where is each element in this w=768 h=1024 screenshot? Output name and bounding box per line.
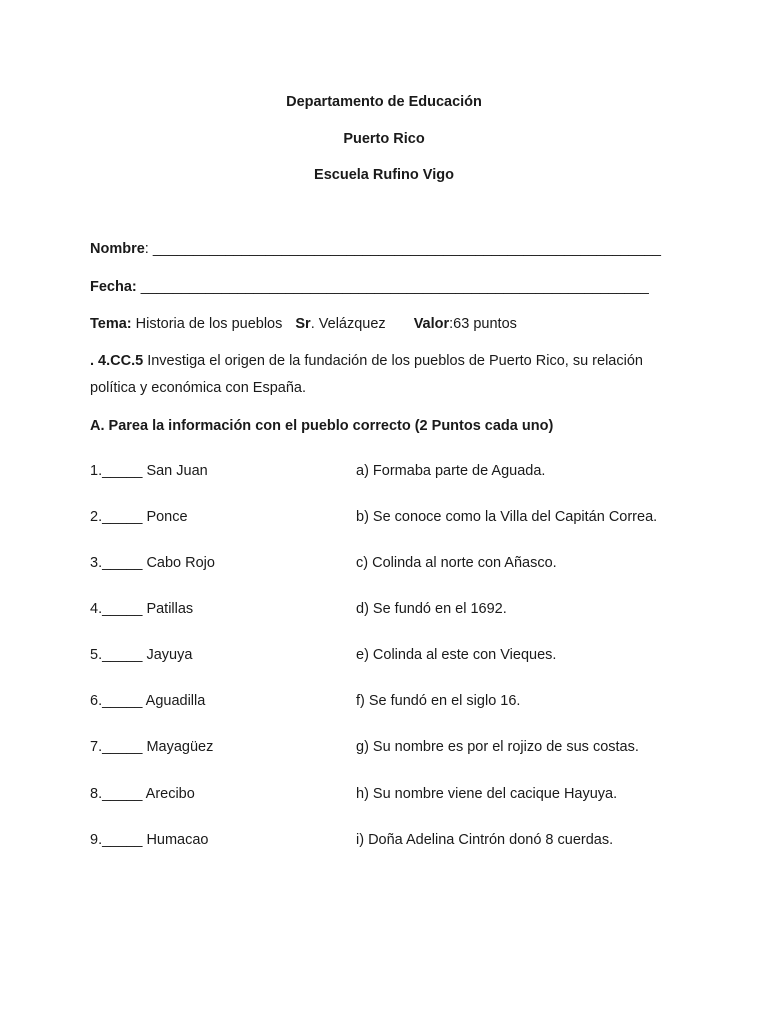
match-row bbox=[0, 693, 768, 713]
clue-item: g) Su nombre es por el rojizo de sus costas. bbox=[356, 739, 639, 755]
clue-item: c) Colinda al norte con Añasco. bbox=[356, 555, 557, 571]
name-line: : _______________________________________________________________ bbox=[144, 241, 661, 257]
match-row bbox=[0, 786, 768, 806]
name-label: Nombre bbox=[90, 241, 145, 257]
match-row bbox=[0, 555, 768, 575]
topic-label: Tema: bbox=[90, 316, 132, 332]
town-item: 8._____ Arecibo bbox=[90, 786, 195, 802]
topic-line bbox=[90, 316, 517, 332]
match-row bbox=[0, 647, 768, 667]
town-item: 9._____ Humacao bbox=[90, 832, 209, 848]
section-a-title: A. Parea la información con el pueblo correcto (2 Puntos cada uno) bbox=[90, 418, 554, 434]
standard-text-1: Investiga el origen de la fundación de los pueblos de Puerto Rico, su relación bbox=[143, 353, 643, 369]
clue-item: d) Se fundó en el 1692. bbox=[356, 601, 507, 617]
clue-item: f) Se fundó en el siglo 16. bbox=[356, 693, 521, 709]
teacher-label: Sr bbox=[295, 316, 311, 332]
clue-item: i) Doña Adelina Cintrón donó 8 cuerdas. bbox=[356, 832, 614, 848]
standard-code: . 4.CC.5 bbox=[90, 353, 144, 369]
region-title: Puerto Rico bbox=[343, 131, 425, 147]
town-item: 1._____ San Juan bbox=[90, 463, 208, 479]
clue-item: h) Su nombre viene del cacique Hayuya. bbox=[356, 786, 618, 802]
match-row bbox=[0, 832, 768, 852]
points-value: :63 puntos bbox=[449, 316, 517, 332]
date-line: _______________________________________________________________ bbox=[136, 279, 649, 295]
teacher-value: . Velázquez bbox=[310, 316, 386, 332]
match-row bbox=[0, 739, 768, 759]
standard-text-2: política y económica con España. bbox=[90, 380, 307, 396]
town-item: 5._____ Jayuya bbox=[90, 647, 193, 663]
match-row bbox=[0, 509, 768, 529]
clue-item: a) Formaba parte de Aguada. bbox=[356, 463, 546, 479]
town-item: 2._____ Ponce bbox=[90, 509, 188, 525]
date-field bbox=[90, 279, 649, 295]
town-item: 6._____ Aguadilla bbox=[90, 693, 206, 709]
match-row bbox=[0, 463, 768, 483]
match-row bbox=[0, 601, 768, 621]
standard-line-1 bbox=[90, 353, 643, 369]
school-title: Escuela Rufino Vigo bbox=[314, 167, 454, 183]
town-item: 7._____ Mayagüez bbox=[90, 739, 214, 755]
clue-item: e) Colinda al este con Vieques. bbox=[356, 647, 557, 663]
date-label: Fecha: bbox=[90, 279, 137, 295]
town-item: 4._____ Patillas bbox=[90, 601, 194, 617]
clue-item: b) Se conoce como la Villa del Capitán Correa. bbox=[356, 509, 658, 525]
points-label: Valor bbox=[413, 316, 450, 332]
topic-value: Historia de los pueblos bbox=[131, 316, 283, 332]
department-title: Departamento de Educación bbox=[286, 94, 482, 110]
name-field bbox=[90, 241, 661, 257]
town-item: 3._____ Cabo Rojo bbox=[90, 555, 215, 571]
